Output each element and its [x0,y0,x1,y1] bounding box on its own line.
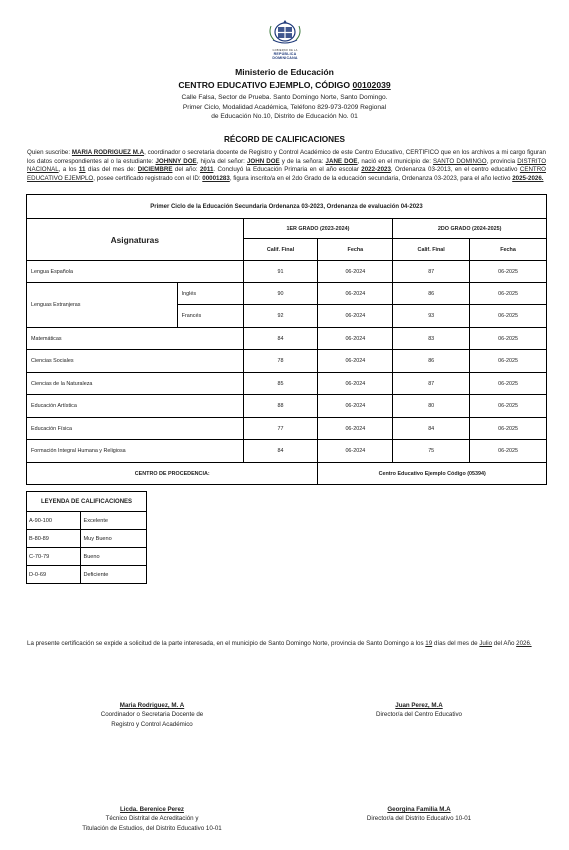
center-code: 00102039 [352,80,391,90]
intro-text: . Concluyó la Educación Primaria en el año escolar [213,166,362,174]
grading-legend [26,491,147,584]
center-address [0,93,569,122]
intro-text: , figura inscrito/a en el 2do Grado de la educación secundaria, Ordenanza 03-2023, para el año lectivo [229,174,513,182]
subject-cell: Lengua Española [27,261,244,283]
date-cell: 06-2025 [470,418,547,440]
certificate-id: 00001283 [202,174,230,182]
legend-range: D-0-69 [27,566,81,584]
date-cell: 06-2024 [318,373,393,395]
grade-cell: 93 [393,305,470,328]
legend-row [27,548,147,566]
grade-cell: 78 [243,350,318,373]
legend-range: B-80-89 [27,530,81,548]
signer-role: Director/a del Centro Educativo [376,711,462,719]
date-cell: 06-2024 [318,328,393,350]
date-cell: 06-2024 [318,418,393,440]
grade-cell: 83 [393,328,470,350]
document-title: RÉCORD DE CALIFICACIONES [224,135,345,144]
intro-text: , coordinador o secretaria docente de Registro y Control Académico de este Centro Educativo, CERTIFICO que en los archivos a mi cargo figuran los datos correspondientes al o la estudiante: [27,149,546,165]
subject-cell: Lenguas Extranjeras [27,283,178,328]
signature-block-district-technician [52,805,252,833]
date-cell: 06-2025 [470,373,547,395]
intro-text: , hijo/a del señor: [196,157,247,165]
date-cell: 06-2024 [318,283,393,305]
signature-block-director [329,701,509,720]
date-cell: 06-2025 [470,350,547,373]
issue-year: 2026. [516,640,532,647]
date-cell: 06-2025 [470,283,547,305]
signer-name: MARIA RODRIGUEZ M.A [71,149,145,156]
date-cell: 06-2024 [318,305,393,328]
closing-text: La presente certificación se expide a solicitud de la parte interesada, en el municipio de Santo Domingo Norte, provincia de Santo Domingo a los [27,640,426,647]
calif-header: Calif. Final [243,239,318,261]
birth-day: 11 [78,166,86,174]
ministry-name: Ministerio de Educación [235,67,334,77]
signer-role: Registro y Control Académico [111,720,193,728]
date-cell: 06-2024 [318,440,393,463]
school-year: 2022-2023 [361,166,391,174]
intro-text: días del mes de: [85,166,138,174]
center-name [0,80,569,90]
table-title: Primer Ciclo de la Educación Secundaria Ordenanza 03-2023, Ordenanza de evaluación 04-2023 [27,195,547,219]
closing-text: días del mes de [432,640,480,647]
grade-cell: 84 [393,418,470,440]
signer-name: Georgina Familia M.A [387,806,451,813]
intro-text: , a los [58,166,79,174]
intro-text: , provincia [486,157,518,165]
grade-cell: 92 [243,305,318,328]
certification-paragraph [27,149,546,183]
seal-line-2: REPÚBLICA DOMINICANA [272,52,298,60]
table-row [27,395,547,418]
birth-month: DICIEMBRE [137,166,173,174]
grade-cell: 84 [243,440,318,463]
birth-year: 2011 [199,166,214,174]
calif-header: Calif. Final [393,239,470,261]
table-row [27,440,547,463]
grade1-header: 1ER GRADO (2023-2024) [243,219,393,239]
table-row [27,261,547,283]
table-row [27,418,547,440]
origin-row [27,463,547,485]
legend-row [27,512,147,530]
date-cell: 06-2025 [470,305,547,328]
intro-text: y de la señora: [279,157,326,165]
grade-cell: 90 [243,283,318,305]
legend-row [27,530,147,548]
origin-label: CENTRO DE PROCEDENCIA: [27,463,318,485]
student-name: JOHNNY DOE [155,157,197,165]
grade-cell: 75 [393,440,470,463]
issue-day: 19 [425,640,433,647]
address-line-1: Calle Falsa, Sector de Prueba. Santo Domingo Norte, Santo Domingo. [181,94,388,101]
date-cell: 06-2025 [470,440,547,463]
seal-line-1: GOBIERNO DE LA [272,49,298,52]
father-name: JOHN DOE [246,157,280,165]
date-cell: 06-2025 [470,261,547,283]
subject-cell: Educación Física [27,418,244,440]
origin-value: Centro Educativo Ejemplo Código (05394) [318,463,547,485]
date-cell: 06-2024 [318,261,393,283]
legend-label: Deficiente [81,566,147,584]
signer-role: Director/a del Distrito Educativo 10-01 [366,815,472,823]
closing-paragraph [27,639,546,648]
grade-cell: 80 [393,395,470,418]
grade-cell: 86 [393,283,470,305]
table-row [27,350,547,373]
date-cell: 06-2024 [318,395,393,418]
signature-block-registrar [62,701,242,729]
grade-cell: 91 [243,261,318,283]
sub-subject-cell: Francés [177,305,243,328]
issue-month: Julio [479,640,493,647]
intro-text: , nació en el municipio de: [357,157,434,165]
intro-text: Quien suscribe: [27,149,72,156]
subjects-header: Asignaturas [27,219,244,261]
signer-role: Coordinador o Secretaria Docente de [100,711,204,719]
table-row [27,373,547,395]
intro-text: , Ordenanza 03-2013, en el centro educativo [390,166,520,174]
grades-table [26,194,547,485]
subject-cell: Formación Integral Humana y Religiosa [27,440,244,463]
grade-cell: 86 [393,350,470,373]
date-cell: 06-2025 [470,395,547,418]
subject-cell: Matemáticas [27,328,244,350]
birth-province: DISTRITO NACIONAL [27,157,547,174]
coat-of-arms-icon [262,18,308,48]
grade-cell: 87 [393,261,470,283]
grade-cell: 77 [243,418,318,440]
signer-role: Titulación de Estudios, del Distrito Educativo 10-01 [82,824,222,832]
subject-cell: Ciencias de la Naturaleza [27,373,244,395]
intro-text: , posee certificado registrado con el ID: [93,174,203,182]
table-row [27,283,547,305]
address-line-2: Primer Ciclo, Modalidad Académica, Teléfono 829-973-0209 Regional [182,103,387,111]
grade-cell: 87 [393,373,470,395]
grade-cell: 85 [243,373,318,395]
fecha-header: Fecha [470,239,547,261]
legend-range: C-70-79 [27,548,81,566]
signer-name: Juan Perez, M.A [395,702,443,709]
coat-of-arms-seal [262,18,308,60]
closing-text: del Año [492,640,517,647]
table-row [27,328,547,350]
legend-label: Muy Bueno [81,530,147,548]
center-prefix: CENTRO EDUCATIVO EJEMPLO, CÓDIGO [178,80,353,90]
grade-cell: 84 [243,328,318,350]
signer-name: Maria Rodriguez, M. A [119,702,185,709]
address-line-3: de Educación No.10, Distrito de Educación No. 01 [211,113,358,121]
date-cell: 06-2025 [470,328,547,350]
legend-label: Excelente [81,512,147,530]
subject-cell: Educación Artística [27,395,244,418]
mother-name: JANE DOE [325,157,358,165]
fecha-header: Fecha [318,239,393,261]
grade-cell: 88 [243,395,318,418]
legend-label: Bueno [81,548,147,566]
intro-text: del año: [172,166,200,174]
signature-block-district-director [319,805,519,824]
legend-range: A-90-100 [27,512,81,530]
sub-subject-cell: Inglés [177,283,243,305]
date-cell: 06-2024 [318,350,393,373]
birth-municipality: SANTO DOMINGO [433,157,487,165]
previous-center: CENTRO EDUCATIVO EJEMPLO [27,166,546,182]
legend-title: LEYENDA DE CALIFICACIONES [27,492,147,512]
legend-row [27,566,147,584]
grade2-header: 2DO GRADO (2024-2025) [393,219,547,239]
signer-role: Técnico Distrital de Acreditación y [105,815,199,823]
subject-cell: Ciencias Sociales [27,350,244,373]
academic-year: 2025-2026. [512,174,544,182]
signer-name: Licda. Berenice Perez [120,806,184,813]
